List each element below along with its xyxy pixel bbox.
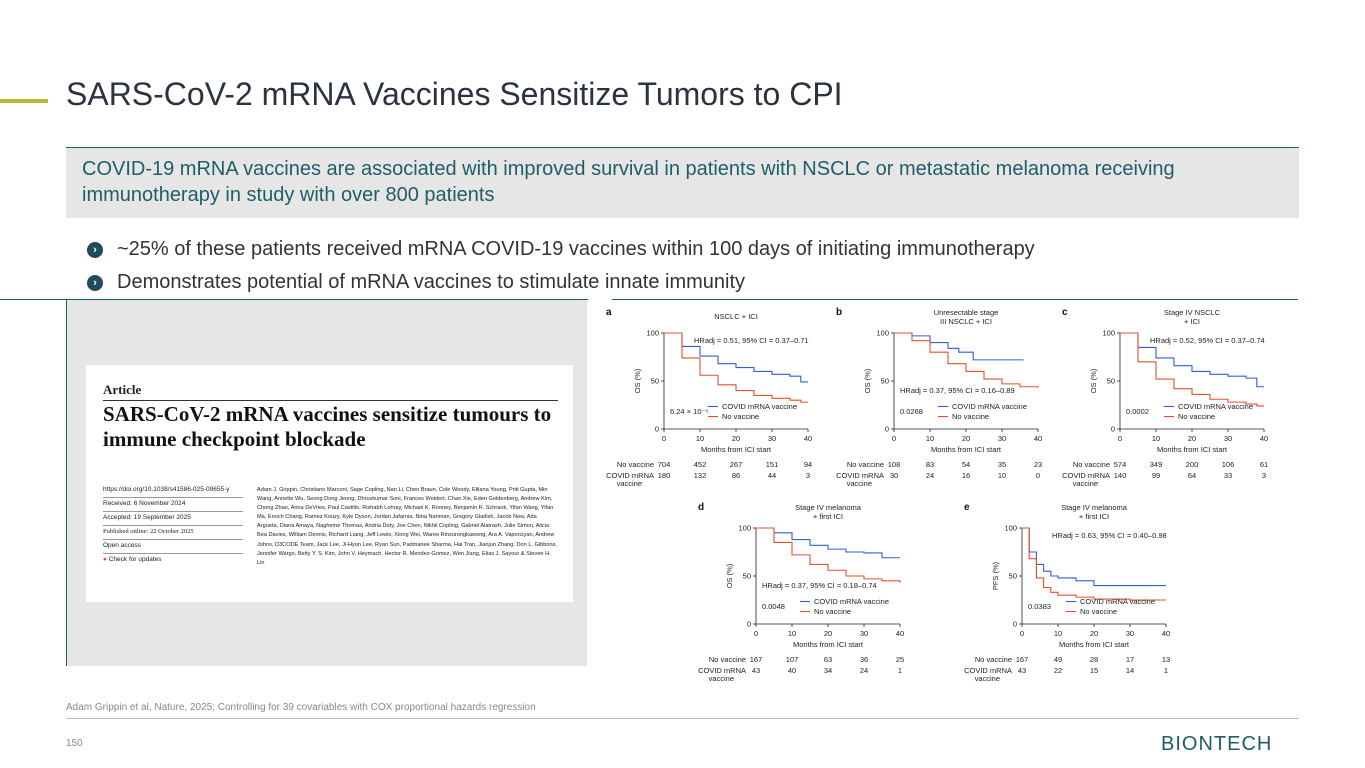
risk-table-value: 54 — [961, 460, 971, 469]
risk-table-row-label: vaccine — [974, 674, 1000, 683]
hazard-ratio-label: HRadj = 0.37, 95% CI = 0.18–0.74 — [762, 581, 877, 590]
risk-table-value: 43 — [751, 666, 761, 675]
y-tick-label: 100 — [876, 328, 889, 338]
km-chart-c — [1056, 303, 1281, 495]
risk-table-value: 574 — [1113, 460, 1127, 469]
key-message-text: COVID-19 mRNA vaccines are associated with improved survival in patients with NSCLC or metastatic melanoma receiving immunotherapy in study with over 800 patients — [82, 158, 1175, 206]
article-published: Published online: 22 October 2025 — [103, 526, 243, 540]
source-footnote: Adam Grippin et al, Nature, 2025; Controlling for 39 covariables with COX proportional hazards regression — [66, 702, 536, 713]
x-tick-label: 10 — [925, 434, 935, 443]
chart-title: III NSCLC + ICI — [940, 317, 992, 326]
legend-label: COVID mRNA vaccine — [1178, 402, 1254, 411]
p-value-label: 0.0383 — [1028, 602, 1051, 611]
x-tick-label: 30 — [767, 434, 777, 443]
risk-table-row-label: vaccine — [1072, 479, 1098, 488]
article-doi: https://doi.org/10.1038/s41586-025-09655-y — [103, 484, 243, 498]
risk-table-value: 22 — [1053, 666, 1063, 675]
risk-table-value: 17 — [1125, 655, 1135, 664]
article-received: Received: 6 November 2024 — [103, 498, 243, 512]
risk-table-value: 15 — [1089, 666, 1099, 675]
risk-table-value: 180 — [657, 471, 671, 480]
panel-letter: a — [606, 307, 612, 318]
key-message-banner — [66, 147, 1299, 218]
x-tick-label: 30 — [997, 434, 1007, 443]
y-axis-label: OS (%) — [725, 563, 734, 589]
risk-table-value: 108 — [887, 460, 901, 469]
risk-table-value: 140 — [1113, 471, 1127, 480]
risk-table-value: 35 — [997, 460, 1007, 469]
risk-table-row-label: COVID mRNA — [964, 666, 1012, 675]
article-authors: Adam J. Grippin, Christiano Marconi, Sage Copling, Nan Li, Chen Braun, Cole Woody, Elliana Young, Priti Gupta, Min Wang, Annette Wu, Seong Dong Jeong, Dhruvkumar Soni, Frances Weidert, Chao Xie, Eden Goldenberg, Andrew Kim, Chong Zhao, Anna DeVries, Paul Castillo, Rishabh Lohray, Michael K. Rooney, Benjamin R. Schrank, Yifan Wang, Yifan Ma, Enoch Chang, Ramez Kouzy, Kyle Dyson, Jordan Jafarnia, Nina Nariman, Gregory Gladish, Jacob New, Ada Argueta, Diana Amaya, Nagheme Thomas, Andria Doty, Joe Chen, Nikhil Copling, Gabriel Alatrash, Julie Simon, Alicia Bea Davies, William Dennis, Richard Liang, Jeff Lewis, Xiong Wei, Waree Rinsurongkawong, Ara A. Vaporciyan, Andrew Johns, D3CODE Team, Jack Lee, Ji-Hyun Lee, Ryan Sun, Padmanee Sharma, Hai Tran, Jianjun Zhang, Don L. Gibbons, Jennifer Wargo, Betty Y. S. Kim, John V. Heymach, Hector R. Mendez-Gomez, Wen Jiang, Elias J. Sayour & Steven H. Lin — [257, 487, 557, 566]
risk-table-value: 30 — [889, 471, 899, 480]
risk-table-value: 3 — [1261, 471, 1267, 480]
y-tick-label: 0 — [1110, 424, 1115, 434]
risk-table-value: 13 — [1161, 655, 1171, 664]
risk-table-value: 200 — [1185, 460, 1199, 469]
legend-label: No vaccine — [952, 412, 990, 421]
risk-table-value: 44 — [767, 471, 777, 480]
y-tick-label: 0 — [1012, 619, 1017, 629]
legend-label: No vaccine — [814, 607, 852, 616]
risk-table-value: 34 — [823, 666, 833, 675]
risk-table-value: 14 — [1125, 666, 1135, 675]
risk-table-value: 167 — [749, 655, 763, 664]
chart-title: + ICI — [1183, 317, 1201, 326]
panel-letter: b — [836, 307, 843, 318]
risk-table-value: 0 — [1035, 471, 1041, 480]
risk-table-row-label: COVID mRNA — [836, 471, 884, 480]
chart-title: NSCLC + ICI — [714, 312, 758, 321]
bullet-list — [87, 233, 1035, 299]
article-open-access: Open access — [103, 540, 243, 554]
chevron-right-icon: › — [87, 242, 103, 258]
risk-table-value: 33 — [1223, 471, 1233, 480]
panel-letter: c — [1062, 307, 1068, 318]
risk-table-value: 106 — [1221, 460, 1235, 469]
risk-table-row-label: COVID mRNA — [1062, 471, 1110, 480]
hazard-ratio-label: HRadj = 0.37, 95% CI = 0.16–0.89 — [900, 386, 1015, 395]
chart-title: + first ICI — [1078, 512, 1110, 521]
y-axis-label: OS (%) — [1089, 368, 1098, 394]
article-check-updates: ● Check for updates — [103, 556, 162, 563]
footer-rule — [66, 718, 1299, 719]
risk-table-row-label: No vaccine — [708, 655, 746, 664]
x-tick-label: 30 — [859, 629, 869, 638]
y-tick-label: 50 — [1106, 376, 1115, 386]
y-axis-label: OS (%) — [633, 368, 642, 394]
risk-table-value: 99 — [1151, 471, 1161, 480]
risk-table-value: 86 — [731, 471, 741, 480]
y-axis-label: PFS (%) — [991, 561, 1000, 591]
x-tick-label: 40 — [1161, 629, 1171, 638]
bullet-item — [87, 266, 1035, 299]
risk-table-value: 167 — [1015, 655, 1029, 664]
article-image — [86, 365, 573, 602]
x-tick-label: 40 — [1033, 434, 1043, 443]
risk-table-value: 151 — [765, 460, 779, 469]
x-tick-label: 10 — [1053, 629, 1063, 638]
panel-letter: e — [964, 502, 970, 513]
x-tick-label: 0 — [1117, 434, 1123, 443]
risk-table-value: 1 — [1163, 666, 1169, 675]
risk-table-row-label: COVID mRNA — [606, 471, 654, 480]
x-axis-label: Months from ICI start — [930, 445, 1002, 454]
risk-table-row-label: No vaccine — [846, 460, 884, 469]
risk-table-value: 10 — [997, 471, 1007, 480]
p-value-label: 0.0048 — [762, 602, 785, 611]
bullet-text: Demonstrates potential of mRNA vaccines to stimulate innate immunity — [117, 271, 746, 293]
risk-table-value: 64 — [1187, 471, 1197, 480]
x-tick-label: 0 — [891, 434, 897, 443]
risk-table-value: 16 — [961, 471, 971, 480]
legend-label: COVID mRNA vaccine — [814, 597, 890, 606]
x-tick-label: 30 — [1125, 629, 1135, 638]
risk-table-value: 40 — [787, 666, 797, 675]
km-chart-a — [600, 303, 825, 495]
x-tick-label: 20 — [731, 434, 741, 443]
article-kicker: Article — [103, 382, 142, 397]
risk-table-value: 94 — [803, 460, 813, 469]
risk-table-value: 23 — [1033, 460, 1043, 469]
legend-label: COVID mRNA vaccine — [1080, 597, 1156, 606]
y-tick-label: 0 — [654, 424, 659, 434]
risk-table-value: 83 — [925, 460, 935, 469]
update-icon: ● — [103, 556, 109, 563]
km-curve-no-vaccine — [756, 528, 900, 583]
risk-table-value: 36 — [859, 655, 869, 664]
x-tick-label: 10 — [787, 629, 797, 638]
x-tick-label: 40 — [1259, 434, 1269, 443]
slide-title: SARS-CoV-2 mRNA Vaccines Sensitize Tumors to CPI — [66, 76, 843, 112]
x-tick-label: 20 — [961, 434, 971, 443]
y-tick-label: 100 — [1102, 328, 1115, 338]
x-tick-label: 40 — [803, 434, 813, 443]
km-chart-d — [692, 498, 917, 690]
risk-table-value: 28 — [1089, 655, 1099, 664]
risk-table-value: 63 — [823, 655, 833, 664]
legend-label: No vaccine — [722, 412, 760, 421]
risk-table-row-label: COVID mRNA — [698, 666, 746, 675]
hazard-ratio-label: HRadj = 0.52, 95% CI = 0.37–0.74 — [1150, 336, 1265, 345]
legend-label: COVID mRNA vaccine — [722, 402, 798, 411]
risk-table-value: 132 — [693, 471, 707, 480]
article-rule — [103, 400, 558, 401]
bullet-item — [87, 233, 1035, 266]
risk-table-row-label: No vaccine — [1072, 460, 1110, 469]
p-value-label: 0.0268 — [900, 407, 923, 416]
risk-table-value: 24 — [925, 471, 935, 480]
x-axis-label: Months from ICI start — [700, 445, 772, 454]
hazard-ratio-label: HRadj = 0.51, 95% CI = 0.37–0.71 — [694, 336, 809, 345]
risk-table-value: 24 — [859, 666, 869, 675]
risk-table-value: 452 — [693, 460, 707, 469]
risk-table-value: 61 — [1259, 460, 1269, 469]
y-tick-label: 50 — [650, 376, 659, 386]
x-tick-label: 10 — [1151, 434, 1161, 443]
chart-title: + first ICI — [812, 512, 844, 521]
x-tick-label: 0 — [661, 434, 667, 443]
y-tick-label: 0 — [746, 619, 751, 629]
x-tick-label: 0 — [1019, 629, 1025, 638]
x-tick-label: 20 — [1187, 434, 1197, 443]
p-value-label: 0.0002 — [1126, 407, 1149, 416]
y-tick-label: 50 — [880, 376, 889, 386]
x-axis-label: Months from ICI start — [792, 640, 864, 649]
km-chart-b — [830, 303, 1055, 495]
chart-title: Unresectable stage — [933, 308, 999, 317]
article-accepted: Accepted: 19 September 2025 — [103, 512, 243, 526]
chevron-right-icon: › — [87, 275, 103, 291]
panel-letter: d — [698, 502, 705, 513]
risk-table-value: 49 — [1053, 655, 1063, 664]
x-axis-label: Months from ICI start — [1156, 445, 1228, 454]
p-value-label: 6.24 × 10⁻⁵ — [670, 407, 709, 416]
y-tick-label: 50 — [742, 571, 751, 581]
y-tick-label: 100 — [646, 328, 659, 338]
km-chart-e — [958, 498, 1183, 690]
km-curve-vaccine — [894, 333, 1024, 360]
y-tick-label: 100 — [738, 523, 751, 533]
chart-title: Stage IV melanoma — [1061, 503, 1127, 512]
x-tick-label: 30 — [1223, 434, 1233, 443]
hazard-ratio-label: HRadj = 0.63, 95% CI = 0.40–0.98 — [1052, 531, 1167, 540]
y-tick-label: 0 — [884, 424, 889, 434]
legend-label: No vaccine — [1080, 607, 1118, 616]
y-axis-label: OS (%) — [863, 368, 872, 394]
risk-table-value: 267 — [729, 460, 743, 469]
x-axis-label: Months from ICI start — [1058, 640, 1130, 649]
article-meta — [103, 484, 243, 567]
risk-table-row-label: vaccine — [708, 674, 734, 683]
risk-table-value: 107 — [785, 655, 799, 664]
y-tick-label: 100 — [1004, 523, 1017, 533]
biontech-logo: BIONTECH — [1161, 733, 1273, 755]
page-number: 150 — [66, 738, 83, 749]
risk-table-value: 704 — [657, 460, 671, 469]
legend-label: No vaccine — [1178, 412, 1216, 421]
risk-table-row-label: vaccine — [846, 479, 872, 488]
risk-table-row-label: No vaccine — [616, 460, 654, 469]
x-tick-label: 40 — [895, 629, 905, 638]
x-tick-label: 20 — [823, 629, 833, 638]
risk-table-row-label: vaccine — [616, 479, 642, 488]
x-tick-label: 10 — [695, 434, 705, 443]
divider-line — [612, 299, 1298, 300]
legend-label: COVID mRNA vaccine — [952, 402, 1028, 411]
x-tick-label: 0 — [753, 629, 759, 638]
bullet-text: ~25% of these patients received mRNA COVID-19 vaccines within 100 days of initiating immunotherapy — [117, 238, 1035, 260]
y-tick-label: 50 — [1008, 571, 1017, 581]
title-accent-bar — [0, 99, 48, 103]
chart-title: Stage IV melanoma — [795, 503, 861, 512]
x-tick-label: 20 — [1089, 629, 1099, 638]
article-title: SARS-CoV-2 mRNA vaccines sensitize tumours to immune checkpoint blockade — [103, 402, 552, 451]
risk-table-value: 25 — [895, 655, 905, 664]
risk-table-value: 43 — [1017, 666, 1027, 675]
risk-table-value: 349 — [1149, 460, 1163, 469]
risk-table-row-label: No vaccine — [974, 655, 1012, 664]
risk-table-value: 3 — [805, 471, 811, 480]
risk-table-value: 1 — [897, 666, 903, 675]
chart-title: Stage IV NSCLC — [1163, 308, 1221, 317]
article-panel — [66, 300, 587, 666]
